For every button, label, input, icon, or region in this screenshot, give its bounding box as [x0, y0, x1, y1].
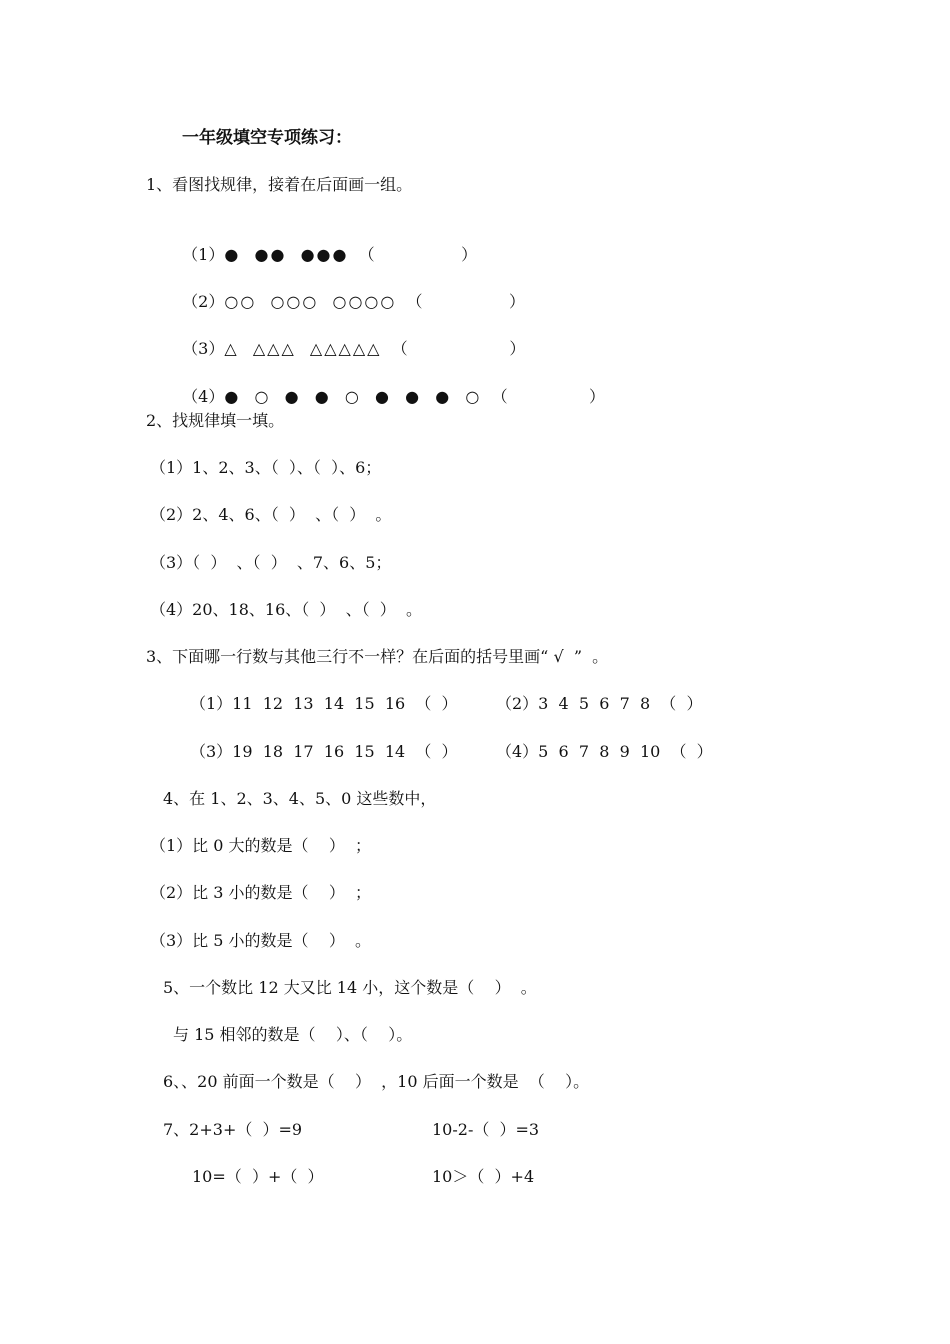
answer-blank: （ ） — [358, 245, 478, 264]
answer-blank: （ ） — [406, 292, 525, 311]
q2-item-2: （2）2、4、6、（ ） 、（ ） 。 — [150, 505, 392, 524]
pattern-shapes: ○○ ○○○ ○○○○ — [224, 292, 397, 311]
item-number: （2） — [182, 292, 225, 311]
q4-item-2: （2）比 3 小的数是（ ） ； — [150, 883, 372, 902]
pattern-shapes: ● ○ ● ● ○ ● ● ● ○ — [224, 387, 482, 406]
q1-heading: 1、看图找规律，接着在后面画一组。 — [146, 175, 413, 194]
q3-item-3: （3）19 18 17 16 15 14 （ ） — [190, 742, 458, 761]
q4-item-1: （1）比 0 大的数是（ ） ； — [150, 836, 372, 855]
item-number: （1） — [182, 245, 225, 264]
q1-item-4 — [172, 361, 605, 409]
q7-item-d: 10＞（ ）+4 — [432, 1167, 535, 1186]
item-number: （4） — [182, 387, 225, 406]
q2-item-3: （3）（ ） 、（ ） 、7、6、5； — [150, 553, 392, 572]
q1-item-1 — [172, 219, 477, 267]
q4-heading: 4、在 1、2、3、4、5、0 这些数中， — [163, 789, 437, 808]
q2-heading: 2、找规律填一填。 — [146, 411, 285, 430]
q7-item-b: 10-2-（ ）=3 — [432, 1120, 540, 1139]
q7-item-a: 7、2+3+（ ）=9 — [163, 1120, 303, 1139]
q1-item-2 — [172, 266, 525, 314]
answer-blank: （ ） — [491, 387, 605, 406]
q2-item-4: （4）20、18、16、（ ） 、（ ） 。 — [150, 600, 422, 619]
page-title: 一年级填空专项练习： — [182, 128, 352, 148]
q5-line-1: 5、一个数比 12 大又比 14 小，这个数是（ ） 。 — [163, 978, 537, 997]
q7-item-c: 10=（ ）+（ ） — [192, 1167, 324, 1186]
answer-blank: （ ） — [391, 339, 526, 358]
q3-item-2: （2）3 4 5 6 7 8 （ ） — [496, 694, 703, 713]
item-number: （3） — [182, 339, 225, 358]
q3-item-4: （4）5 6 7 8 9 10 （ ） — [496, 742, 713, 761]
q4-item-3: （3）比 5 小的数是（ ） 。 — [150, 931, 372, 950]
q6-line: 6、、20 前面一个数是（ ） ，10 后面一个数是 （ ）。 — [163, 1072, 590, 1091]
pattern-shapes: △ △△△ △△△△△ — [224, 339, 382, 358]
q5-line-2: 与 15 相邻的数是（ ）、（ ）。 — [173, 1025, 413, 1044]
q3-item-1: （1）11 12 13 14 15 16 （ ） — [190, 694, 458, 713]
q2-item-1: （1）1、2、3、（ ）、（ ）、6； — [150, 458, 382, 477]
q1-item-3 — [172, 313, 525, 361]
pattern-shapes: ● ●● ●●● — [224, 245, 349, 264]
q3-heading: 3、下面哪一行数与其他三行不一样？在后面的括号里画“ √ ” 。 — [146, 647, 609, 666]
